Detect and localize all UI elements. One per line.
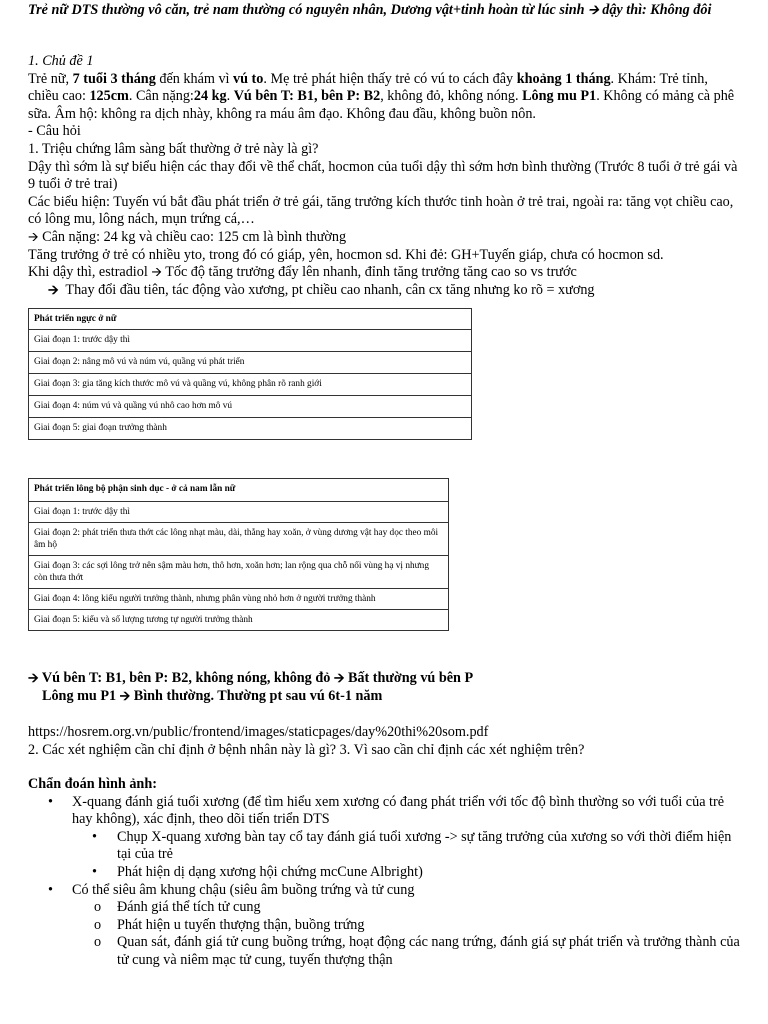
- arrow-icon: 🡪: [333, 671, 345, 686]
- table-row: Giai đoạn 4: lông kiểu người trưởng thành, nhưng phân vùng nhỏ hơn ở người trưởng thành: [29, 589, 449, 610]
- answer-line: Các biểu hiện: Tuyến vú bắt đầu phát triển ở trẻ gái, tăng trưởng kích thước tinh hoàn ở trẻ trai, ngoài ra: tăng vọt chiều cao, có lông mu, lông nách, mụn trứng cá,…: [28, 193, 734, 228]
- reason: vú to: [233, 70, 264, 87]
- text: . Không có mảng cà phê sữa. Âm hộ: không ra dịch nhày, không ra máu âm đạo. Không đau đầu, không buồn nôn.: [28, 88, 735, 122]
- answer-line: [28, 282, 740, 300]
- pubic-hair-table: [28, 478, 449, 631]
- circle-bullet: o: [94, 899, 102, 916]
- conclusion: [28, 670, 740, 705]
- weight: 24 kg: [193, 88, 227, 105]
- text: Lông mu P1: [42, 687, 120, 704]
- text: . Mẹ trẻ phát hiện thấy trẻ có vú to cách đây: [263, 70, 517, 87]
- arrow-icon: 🡪: [151, 265, 162, 281]
- text: Đánh giá thể tích tử cung: [117, 899, 261, 916]
- bullet: •: [92, 828, 97, 845]
- text: Phát hiện u tuyến thượng thận, buồng trứng: [117, 916, 365, 933]
- height: 125cm: [89, 88, 129, 105]
- list-item: [28, 882, 740, 900]
- table-row: Giai đoạn 4: núm vú và quầng vú nhô cao hơn mô vú: [29, 396, 472, 418]
- list-item: [28, 829, 740, 864]
- circle-bullet: o: [94, 934, 102, 951]
- text: Bất thường vú bên P: [344, 670, 474, 686]
- table-header: Phát triển ngực ở nữ: [29, 309, 472, 330]
- list-item: [28, 934, 740, 969]
- age: 7 tuổi 3 tháng: [72, 70, 156, 87]
- table-row: Giai đoạn 3: gia tăng kích thước mô vú và quầng vú, không phân rõ ranh giới: [29, 374, 472, 396]
- text: Tốc độ tăng trưởng đẩy lên nhanh, đỉnh tăng trưởng tăng cao so vs trước: [161, 264, 577, 281]
- circle-bullet: o: [94, 916, 102, 933]
- questions-label: - Câu hỏi: [28, 123, 81, 140]
- reference-link[interactable]: https://hosrem.org.vn/public/frontend/images/staticpages/day%20thi%20som.pdf: [28, 724, 489, 740]
- text: Khi dậy thì, estradiol: [28, 264, 152, 281]
- text: Phát hiện dị dạng xương hội chứng mcCune Albright): [117, 863, 423, 880]
- text: Cân nặng: 24 kg và chiều cao: 125 cm là bình thường: [42, 228, 347, 245]
- table-row: Giai đoạn 2: nâng mô vú và núm vú, quầng vú phát triển: [29, 352, 472, 374]
- bullet: •: [48, 881, 53, 898]
- table-row: Giai đoạn 1: trước dậy thì: [29, 502, 449, 523]
- question-1: 1. Triệu chứng lâm sàng bất thường ở trẻ này là gì?: [28, 140, 319, 157]
- list-item: [28, 864, 740, 882]
- text: , không đỏ, không nóng.: [380, 88, 523, 105]
- text: . Cân nặng:: [128, 88, 194, 105]
- text: Chụp X-quang xương bàn tay cổ tay đánh giá tuổi xương -> sự tăng trưởng của xương so với thời điểm hiện tại của trẻ: [117, 828, 732, 863]
- text: Trẻ nữ,: [28, 70, 73, 87]
- table-header: Phát triển lông bộ phận sinh dục - ở cả nam lẫn nữ: [29, 479, 449, 502]
- arrow-icon: 🡪: [588, 3, 599, 18]
- case-description: [28, 71, 740, 124]
- question-2: 2. Các xét nghiệm cần chỉ định ở bệnh nhân này là gì? 3. Vì sao cần chỉ định các xét nghiệm trên?: [28, 741, 585, 758]
- pubic-hair-finding: Lông mu P1: [522, 88, 597, 105]
- text: Có thể siêu âm khung chậu (siêu âm buồng trứng và tử cung: [72, 881, 415, 898]
- breast-development-table: [28, 308, 472, 440]
- imaging-section: [28, 776, 740, 970]
- table-row: Giai đoạn 2: phát triển thưa thớt các lông nhạt màu, dài, thẳng hay xoăn, ở vùng dương vật hay dọc theo môi âm hộ: [29, 523, 449, 556]
- topic-heading: 1. Chủ đề 1: [28, 53, 94, 69]
- imaging-title: Chẩn đoán hình ảnh:: [28, 776, 157, 792]
- answer-line: [28, 229, 740, 247]
- breast-finding: Vú bên T: B1, bên P: B2: [233, 88, 381, 105]
- header-title-tail: dậy thì: Không đôi: [602, 2, 712, 18]
- case-section: [28, 53, 740, 299]
- text: Vú bên T: B1, bên P: B2, không nóng, không đỏ: [41, 670, 334, 686]
- list-item: [28, 899, 740, 917]
- duration: khoảng 1 tháng: [516, 70, 611, 87]
- text: Thay đổi đầu tiên, tác động vào xương, pt chiều cao nhanh, cân cx tăng nhưng ko rõ = xương: [65, 281, 595, 298]
- text: . Khám: Trẻ tỉnh, chiều cao:: [28, 70, 708, 105]
- table-row: Giai đoạn 3: các sợi lông trở nên sậm màu hơn, thô hơn, xoăn hơn; lan rộng qua chỗ nối vùng hạ vị nhưng còn thưa thớt: [29, 556, 449, 589]
- arrow-icon: 🡪: [28, 229, 39, 245]
- text: .: [226, 88, 234, 105]
- list-item: [28, 917, 740, 935]
- arrow-icon: 🡪: [28, 671, 39, 686]
- bullet: •: [48, 793, 53, 810]
- text: Bình thường. Thường pt sau vú 6t-1 năm: [130, 687, 383, 704]
- answer-line: Tăng trưởng ở trẻ có nhiều yto, trong đó có giáp, yên, hocmon sd. Khi đẻ: GH+Tuyến giáp, chưa có hocmon sd.: [28, 246, 664, 263]
- page-header: [28, 2, 740, 20]
- table-row: Giai đoạn 5: giai đoạn trưởng thành: [29, 418, 472, 440]
- bullet: •: [92, 863, 97, 880]
- table-row: Giai đoạn 5: kiểu và số lượng tương tự người trưởng thành: [29, 610, 449, 631]
- answer-line: Dậy thì sớm là sự biểu hiện các thay đổi về thể chất, hocmon của tuổi dậy thì sớm hơn bình thường (Trước 8 tuổi ở trẻ gái và 9 tuổi ở trẻ trai): [28, 158, 738, 193]
- text: đến khám vì: [155, 70, 234, 87]
- arrow-icon: 🡪: [119, 688, 131, 704]
- reference-section: [28, 724, 740, 759]
- list-item: [28, 794, 740, 829]
- header-title: Trẻ nữ DTS thường vô căn, trẻ nam thường có nguyên nhân, Dương vật+tinh hoàn từ lúc sinh: [28, 2, 585, 18]
- text: Quan sát, đánh giá tử cung buồng trứng, hoạt động các nang trứng, đánh giá sự phát triển và trưởng thành của tử cung và niêm mạc tử cung, tuyến thượng thận: [117, 934, 740, 968]
- text: X-quang đánh giá tuổi xương (để tìm hiểu xem xương có đang phát triển với tốc độ bình thường so với tuổi của trẻ hay không), xác định, theo dõi tiến triển DTS: [72, 793, 725, 828]
- table-row: Giai đoạn 1: trước dậy thì: [29, 330, 472, 352]
- conclusion-line: [28, 688, 740, 706]
- conclusion-line: [28, 670, 740, 688]
- arrow-icon: 🡪: [48, 282, 59, 298]
- answer-line: [28, 264, 740, 282]
